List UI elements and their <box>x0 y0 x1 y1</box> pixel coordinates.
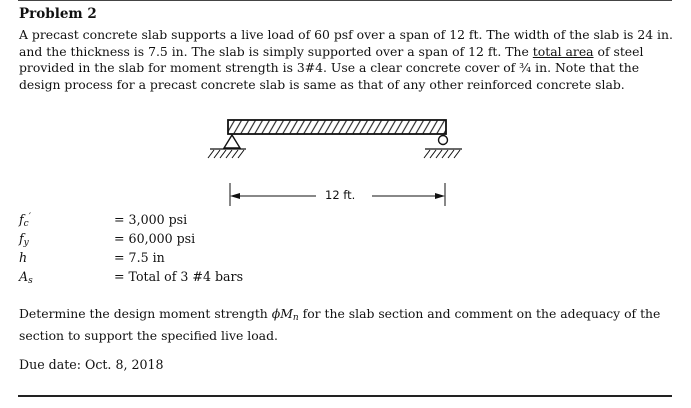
question-text-2: for the slab section and comment on the adequacy of the section to support the specified live load. <box>19 306 661 343</box>
problem-text-2: of steel provided in the slab for moment strength is 3#4. Use a clear concrete cover of ¾ in. Note that the design process for a precast concrete slab is same as that of any other reinforced concrete slab. <box>19 43 644 92</box>
given-value: = Total of 3 #4 bars <box>114 269 244 284</box>
phi-symbol: ϕ <box>271 306 281 321</box>
total-area-term: total area <box>532 43 594 59</box>
given-value: = 7.5 in <box>114 250 165 265</box>
due-date: Due date: Oct. 8, 2018 <box>19 357 164 372</box>
roller-support-right <box>424 136 462 159</box>
question-text <box>19 305 674 344</box>
pin-support-left <box>208 135 246 158</box>
problem-title: Problem 2 <box>19 6 97 22</box>
given-symbol: $f_c'$ <box>19 212 31 229</box>
given-value: = 60,000 psi <box>114 231 196 246</box>
given-symbol: h <box>19 250 28 265</box>
moment-subscript: n <box>292 313 299 323</box>
bottom-rule <box>18 395 672 397</box>
slab-beam <box>228 120 446 134</box>
question-text-1: Determine the design moment strength <box>19 306 272 321</box>
moment-symbol: M <box>280 306 293 321</box>
span-label: 12 ft. <box>322 188 358 202</box>
given-value: = 3,000 psi <box>114 212 188 227</box>
given-symbol: $f_y$ <box>19 231 29 248</box>
given-symbol: $A_s$ <box>19 269 33 286</box>
problem-text-1: A precast concrete slab supports a live load of 60 psf over a span of 12 ft. The width of the slab is 24 in. and the thickness is 7.5 in. The slab is simply supported over a span of 12 ft. The <box>19 27 673 59</box>
